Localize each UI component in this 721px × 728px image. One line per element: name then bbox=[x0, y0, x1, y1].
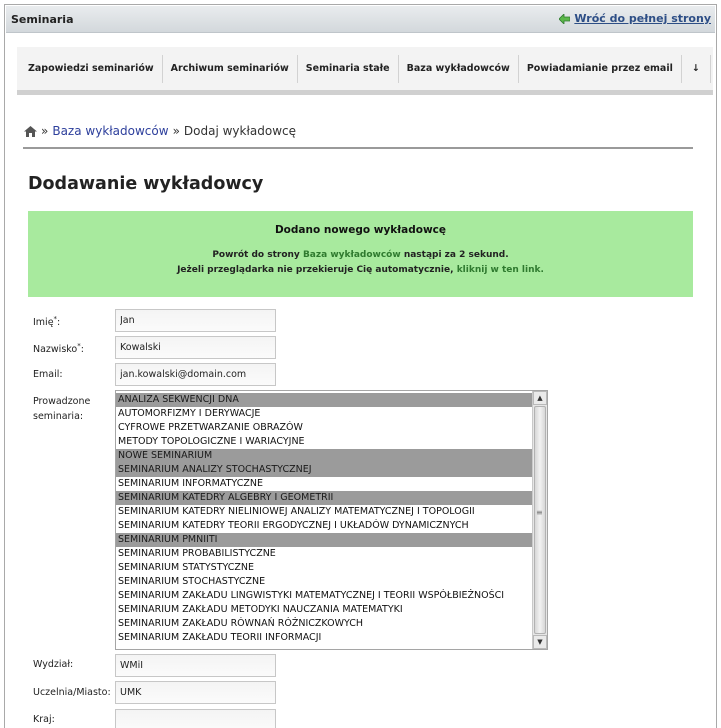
breadcrumb bbox=[24, 124, 296, 138]
seminar-option[interactable]: SEMINARIUM STOCHASTYCZNE bbox=[118, 576, 266, 587]
first-name-input[interactable] bbox=[115, 309, 276, 332]
top-bar bbox=[6, 6, 715, 33]
email-label: Email: bbox=[33, 369, 63, 380]
country-label: Kraj: bbox=[33, 714, 55, 725]
email-input[interactable] bbox=[115, 363, 276, 386]
breadcrumb-separator-1: » bbox=[41, 124, 49, 138]
back-to-full-page-link[interactable] bbox=[559, 12, 711, 25]
seminars-multiselect[interactable] bbox=[115, 390, 548, 650]
last-name-label: Nazwisko*: bbox=[33, 342, 84, 356]
university-label: Uczelnia/Miasto: bbox=[33, 687, 111, 698]
university-input[interactable] bbox=[115, 681, 276, 704]
menu-item-lecturers[interactable]: Baza wykładowców bbox=[399, 55, 519, 83]
seminar-option[interactable]: METODY TOPOLOGICZNE I WARIACYJNE bbox=[118, 436, 305, 447]
seminar-option[interactable]: SEMINARIUM KATEDRY NIELINIOWEJ ANALIZY MATEMATYCZNEJ I TOPOLOGII bbox=[118, 506, 475, 517]
seminar-option[interactable]: NOWE SEMINARIUM bbox=[116, 449, 532, 463]
country-input[interactable] bbox=[115, 709, 276, 728]
seminar-option[interactable]: SEMINARIUM ZAKŁADU RÓWNAŃ RÓŻNICZKOWYCH bbox=[118, 618, 364, 629]
menu-item-archive[interactable]: Archiwum seminariów bbox=[163, 55, 298, 83]
page-title: Dodawanie wykładowcy bbox=[28, 174, 264, 194]
notice-manual-redirect-link[interactable]: kliknij w ten link. bbox=[456, 265, 544, 275]
menu-item-announcements[interactable]: Zapowiedzi seminariów bbox=[20, 55, 163, 83]
faculty-label: Wydział: bbox=[33, 659, 74, 670]
seminar-option[interactable]: SEMINARIUM KATEDRY TEORII ERGODYCZNEJ I UKŁADÓW DYNAMICZNYCH bbox=[118, 520, 469, 531]
seminar-option[interactable]: SEMINARIUM ANALIZY STOCHASTYCZNEJ bbox=[116, 463, 532, 477]
last-name-input[interactable] bbox=[115, 336, 276, 359]
seminar-option[interactable]: SEMINARIUM INFORMATYCZNE bbox=[118, 478, 263, 489]
notice-lecturers-link[interactable]: Baza wykładowców bbox=[302, 250, 401, 260]
back-arrow-icon bbox=[559, 14, 570, 24]
seminar-option[interactable]: SEMINARIUM PMNIITI bbox=[116, 533, 532, 547]
breadcrumb-divider bbox=[23, 147, 693, 149]
first-name-label: Imię*: bbox=[33, 315, 61, 329]
breadcrumb-separator-2: » bbox=[172, 124, 180, 138]
listbox-scrollbar[interactable] bbox=[532, 391, 547, 649]
seminar-option[interactable]: SEMINARIUM ZAKŁADU METODYKI NAUCZANIA MATEMATYKI bbox=[118, 604, 403, 615]
seminar-option[interactable]: CYFROWE PRZETWARZANIE OBRAZÓW bbox=[118, 422, 303, 433]
notice-redirect-text: Powrót do strony Baza wykładowców nastąpi za 2 sekund. Jeżeli przeglądarka nie przekieruje Cię automatycznie, kliknij w ten link. bbox=[177, 250, 544, 275]
seminar-option[interactable]: SEMINARIUM PROBABILISTYCZNE bbox=[118, 548, 276, 559]
success-notice bbox=[28, 211, 693, 297]
scroll-grip-icon: ≡ bbox=[536, 508, 543, 517]
seminars-label: Prowadzone seminaria: bbox=[33, 396, 91, 422]
seminar-option[interactable]: SEMINARIUM STATYSTYCZNE bbox=[118, 562, 255, 573]
scroll-down-button[interactable]: ▼ bbox=[533, 635, 547, 649]
seminar-option[interactable]: ANALIZA SEKWENCJI DNA bbox=[116, 393, 532, 407]
section-title: Seminaria bbox=[11, 13, 74, 26]
notice-title: Dodano nowego wykładowcę bbox=[274, 224, 447, 236]
home-icon[interactable] bbox=[24, 126, 37, 137]
menu-item-permanent-seminars[interactable]: Seminaria stałe bbox=[298, 55, 399, 83]
main-menu bbox=[17, 47, 713, 95]
back-link-label: Wróć do pełnej strony bbox=[574, 12, 711, 25]
seminar-option[interactable]: AUTOMORFIZMY I DERYWACJE bbox=[118, 408, 261, 419]
seminar-option[interactable]: SEMINARIUM ZAKŁADU LINGWISTYKI MATEMATYCZNEJ I TEORII WSPÓŁBIEŻNOŚCI bbox=[118, 590, 505, 601]
seminars-options bbox=[116, 393, 532, 645]
seminar-option[interactable]: SEMINARIUM ZAKŁADU TEORII INFORMACJI bbox=[118, 632, 322, 643]
breadcrumb-lecturers-link[interactable]: Baza wykładowców bbox=[52, 124, 169, 138]
faculty-input[interactable] bbox=[115, 654, 276, 677]
seminar-option[interactable]: SEMINARIUM KATEDRY ALGEBRY I GEOMETRII bbox=[116, 491, 532, 505]
menu-item-email-notifications[interactable]: Powiadamianie przez email bbox=[519, 55, 682, 83]
breadcrumb-current: Dodaj wykładowcę bbox=[183, 124, 296, 138]
scroll-up-button[interactable]: ▲ bbox=[533, 391, 547, 405]
menu-more-arrow[interactable]: ↓ bbox=[682, 55, 711, 83]
scroll-thumb[interactable] bbox=[534, 406, 546, 634]
